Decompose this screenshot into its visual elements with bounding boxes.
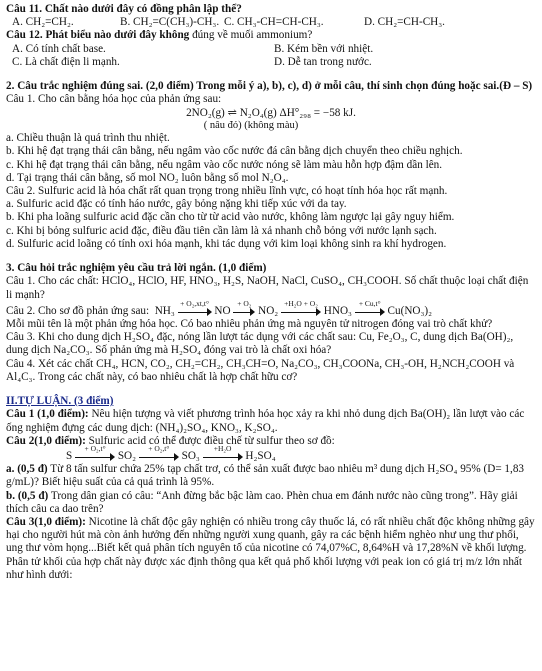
part3-c3: Câu 3. Khi cho dung dịch H₂SO₄ đặc, nóng lần lượt tác dụng với các chất sau: Cu, Fe₂O₃, C, dung dịch Ba(OH)₂, dung dịch Na₂CO₃. Số phản ứng mà H₂SO₄ đóng vai trò là chất oxi hóa? bbox=[6, 331, 514, 357]
q11-option-a[interactable]: A. CH₂=CH₂. bbox=[12, 16, 74, 29]
essay-c2b-label: b. (0,5 đ) bbox=[6, 489, 49, 502]
essay-heading: II.TỰ LUẬN. (3 điểm) bbox=[6, 395, 114, 408]
chain-species: SO₂ bbox=[117, 449, 137, 462]
q11-stem: Câu 11. Chất nào dưới đây có đồng phân lập thể? bbox=[6, 3, 242, 15]
q12-stem bbox=[6, 29, 536, 42]
q12-option-b[interactable]: B. Kém bền với nhiệt. bbox=[274, 42, 374, 55]
q12-stem-prefix: Câu 12. Phát biểu nào dưới đây bbox=[6, 29, 160, 42]
q12-option-a[interactable]: A. Có tính chất base. bbox=[12, 42, 106, 55]
part2-c2-item-a[interactable]: a. Sulfuric acid đặc có tính háo nước, gây bỏng nặng khi tiếp xúc với da tay. bbox=[6, 198, 347, 211]
reaction-arrow-icon: +H₂O + O₂ bbox=[281, 306, 321, 316]
reaction-arrow-icon: + O₂ bbox=[233, 306, 255, 316]
part2-c1-item-b[interactable]: b. Khi hệ đạt trạng thái cân bằng, nếu ngâm vào cốc nước đá cân bằng dịch chuyển theo chiều nghịch. bbox=[6, 145, 463, 158]
essay-c1 bbox=[6, 408, 536, 434]
essay-c2a-label: a. (0,5 đ) bbox=[6, 463, 48, 476]
chain-species: Cu(NO₃)₂ bbox=[387, 304, 432, 317]
part2-c1-equation: 2NO₂(g) ⇌ N₂O₄(g) ΔH°₂₉₈ = −58 kJ. bbox=[186, 106, 356, 119]
essay-c2a bbox=[6, 463, 536, 489]
essay-c3-label: Câu 3(1,0 điểm): bbox=[6, 516, 86, 529]
part2-c1-item-d[interactable]: d. Tại trạng thái cân bằng, số mol NO₂ luôn bằng số mol N₂O₄. bbox=[6, 171, 289, 184]
part2-c1-item-a[interactable]: a. Chiều thuận là quá trình thu nhiệt. bbox=[6, 132, 170, 145]
q11-options bbox=[6, 16, 536, 29]
reaction-arrow-icon: +H₂O bbox=[203, 451, 243, 461]
part2-c2-stem: Câu 2. Sulfuric acid là hóa chất rất quan trọng trong nhiều lĩnh vực, có hoạt tính hóa học rất mạnh. bbox=[6, 185, 448, 197]
part2-c2-item-b[interactable]: b. Khi pha loãng sulfuric acid đặc cần cho từ từ acid vào nước, không làm ngược lại gây nguy hiểm. bbox=[6, 211, 455, 224]
essay-c2b bbox=[6, 490, 536, 516]
q12-stem-emphasis: không bbox=[159, 29, 190, 42]
essay-c2-label: Câu 2(1,0 điểm): bbox=[6, 434, 86, 447]
chain-species: SO₃ bbox=[181, 449, 200, 462]
q11-option-d[interactable]: D. CH₂=CH-CH₃. bbox=[364, 16, 445, 29]
chain-species: HNO₃ bbox=[323, 304, 352, 317]
part2-c2-item-d[interactable]: d. Sulfuric acid loãng có tính oxi hóa mạnh, khi tác dụng với kim loại không sinh ra khí hydrogen. bbox=[6, 237, 447, 250]
q12-options bbox=[6, 43, 536, 69]
part2-c1-item-c[interactable]: c. Khi hệ đạt trạng thái cân bằng, nếu ngâm vào cốc nước nóng sẽ làm màu hỗn hợp đậm dần lên. bbox=[6, 158, 443, 171]
chain-species: NO bbox=[214, 304, 231, 317]
essay-c2b-text: Trong dân gian có câu: “Anh đừng bắc bậc làm cao. Phèn chua em đánh nước nào cũng trong”. Hãy giải thích câu ca dao trên? bbox=[6, 489, 518, 515]
reaction-arrow-icon: + Cu,t° bbox=[355, 306, 385, 316]
part3-c4: Câu 4. Xét các chất CH₄, HCN, CO₂, CH₂=CH₂, CH₃CH=O, Na₂CO₃, CH₃COONa, CH₃-OH, H₂NCH₂COOH và Al₄C₃. Trong các chất này, có bao nhiêu chất là hợp chất hữu cơ? bbox=[6, 357, 515, 383]
essay-c2-chain bbox=[6, 444, 536, 463]
part2-c1-stem: Câu 1. Cho cân bằng hóa học của phản ứng sau: bbox=[6, 93, 222, 106]
part3-c2-tail: Mỗi mũi tên là một phản ứng hóa học. Có bao nhiêu phản ứng mà nguyên tử nitrogen đóng vai trò chất khử? bbox=[6, 317, 493, 330]
part2-heading: 2. Câu trắc nghiệm đúng sai. (2,0 điểm) Trong mỗi ý a), b), c), d) ở mỗi câu, thí sinh chọn đúng hoặc sai.(Đ – S) bbox=[6, 80, 533, 93]
q11-option-c[interactable]: C. CH₃-CH=CH-CH₃. bbox=[224, 16, 324, 29]
q11-option-b[interactable]: B. CH₂=C(CH₃)-CH₃. bbox=[120, 16, 220, 29]
essay-c1-text: Nêu hiện tượng và viết phương trình hóa học xảy ra khi nhỏ dung dịch Ba(OH)₂ lần lượt vào các ống nghiệm đựng các dung dịch: (NH₄)₂SO₄, KNO₃, K₂SO₄. bbox=[6, 408, 525, 434]
reaction-arrow-icon: + O₂,t° bbox=[75, 451, 115, 461]
part2-c2-item-c[interactable]: c. Khi bị bỏng sulfuric acid đặc, điều đầu tiên cần làm là xả nhanh chỗ bỏng với nước lạnh sạch. bbox=[6, 224, 437, 237]
essay-c3 bbox=[6, 516, 536, 582]
chain-species: H₂SO₄ bbox=[245, 449, 276, 462]
part3-c2-line bbox=[6, 299, 536, 318]
chain-species: NO₂ bbox=[258, 304, 279, 317]
essay-c3-text: Nicotine là chất độc gây nghiện có nhiều trong cây thuốc lá, có rất nhiều chất độc không những gây hại cho người hút mà còn ảnh hưởng đến những người xung quanh, gây ra các bệnh hiểm nghèo như ung thư phổi, ung thư vòm họng...Biết kết quả phân tích nguyên tố của nicotine có 74,07%C, 8,64%H và 17,28%N về khối lượng. Phân tử khối của hợp chất này được xác định thông qua kết quả phổ khối lượng với peak ion có giá trị m/z lớn nhất như hình dưới: bbox=[6, 516, 535, 581]
part2-c1-equation-note: ( nâu đỏ) (không màu) bbox=[203, 119, 299, 131]
chain-species: NH₃ bbox=[154, 304, 175, 317]
essay-c2a-text: Từ 8 tấn sulfur chứa 25% tạp chất trơ, có thể sản xuất được bao nhiêu m³ dung dịch H₂SO₄ 95% (D= 1,83 g/mL)? Biết hiệu suất của cả quá trình là 95%. bbox=[6, 463, 525, 489]
part3-c1: Câu 1. Cho các chất: HClO₄, HClO, HF, HNO₃, H₂S, NaOH, NaCl, CuSO₄, CH₃COOH. Số chất thuộc loại chất điện li mạnh? bbox=[6, 275, 529, 301]
part3-heading: 3. Câu hỏi trắc nghiệm yêu cầu trả lời ngắn. (1,0 điểm) bbox=[6, 262, 267, 275]
reaction-arrow-icon: + O₂,t° bbox=[139, 451, 179, 461]
q12-option-c[interactable]: C. Là chất điện li mạnh. bbox=[12, 55, 120, 68]
essay-c2-text: Sulfuric acid có thể được điều chế từ sulfur theo sơ đồ: bbox=[85, 434, 335, 447]
part3-c2-prefix: Câu 2. Cho sơ đồ phản ứng sau: bbox=[6, 304, 150, 317]
chain-species: S bbox=[66, 449, 73, 462]
q12-option-d[interactable]: D. Dễ tan trong nước. bbox=[274, 55, 372, 68]
essay-c1-label: Câu 1 (1,0 điểm): bbox=[6, 408, 89, 421]
reaction-arrow-icon: + O₂,xt,t° bbox=[178, 306, 212, 316]
q12-stem-suffix: đúng về muối ammonium? bbox=[189, 29, 313, 42]
